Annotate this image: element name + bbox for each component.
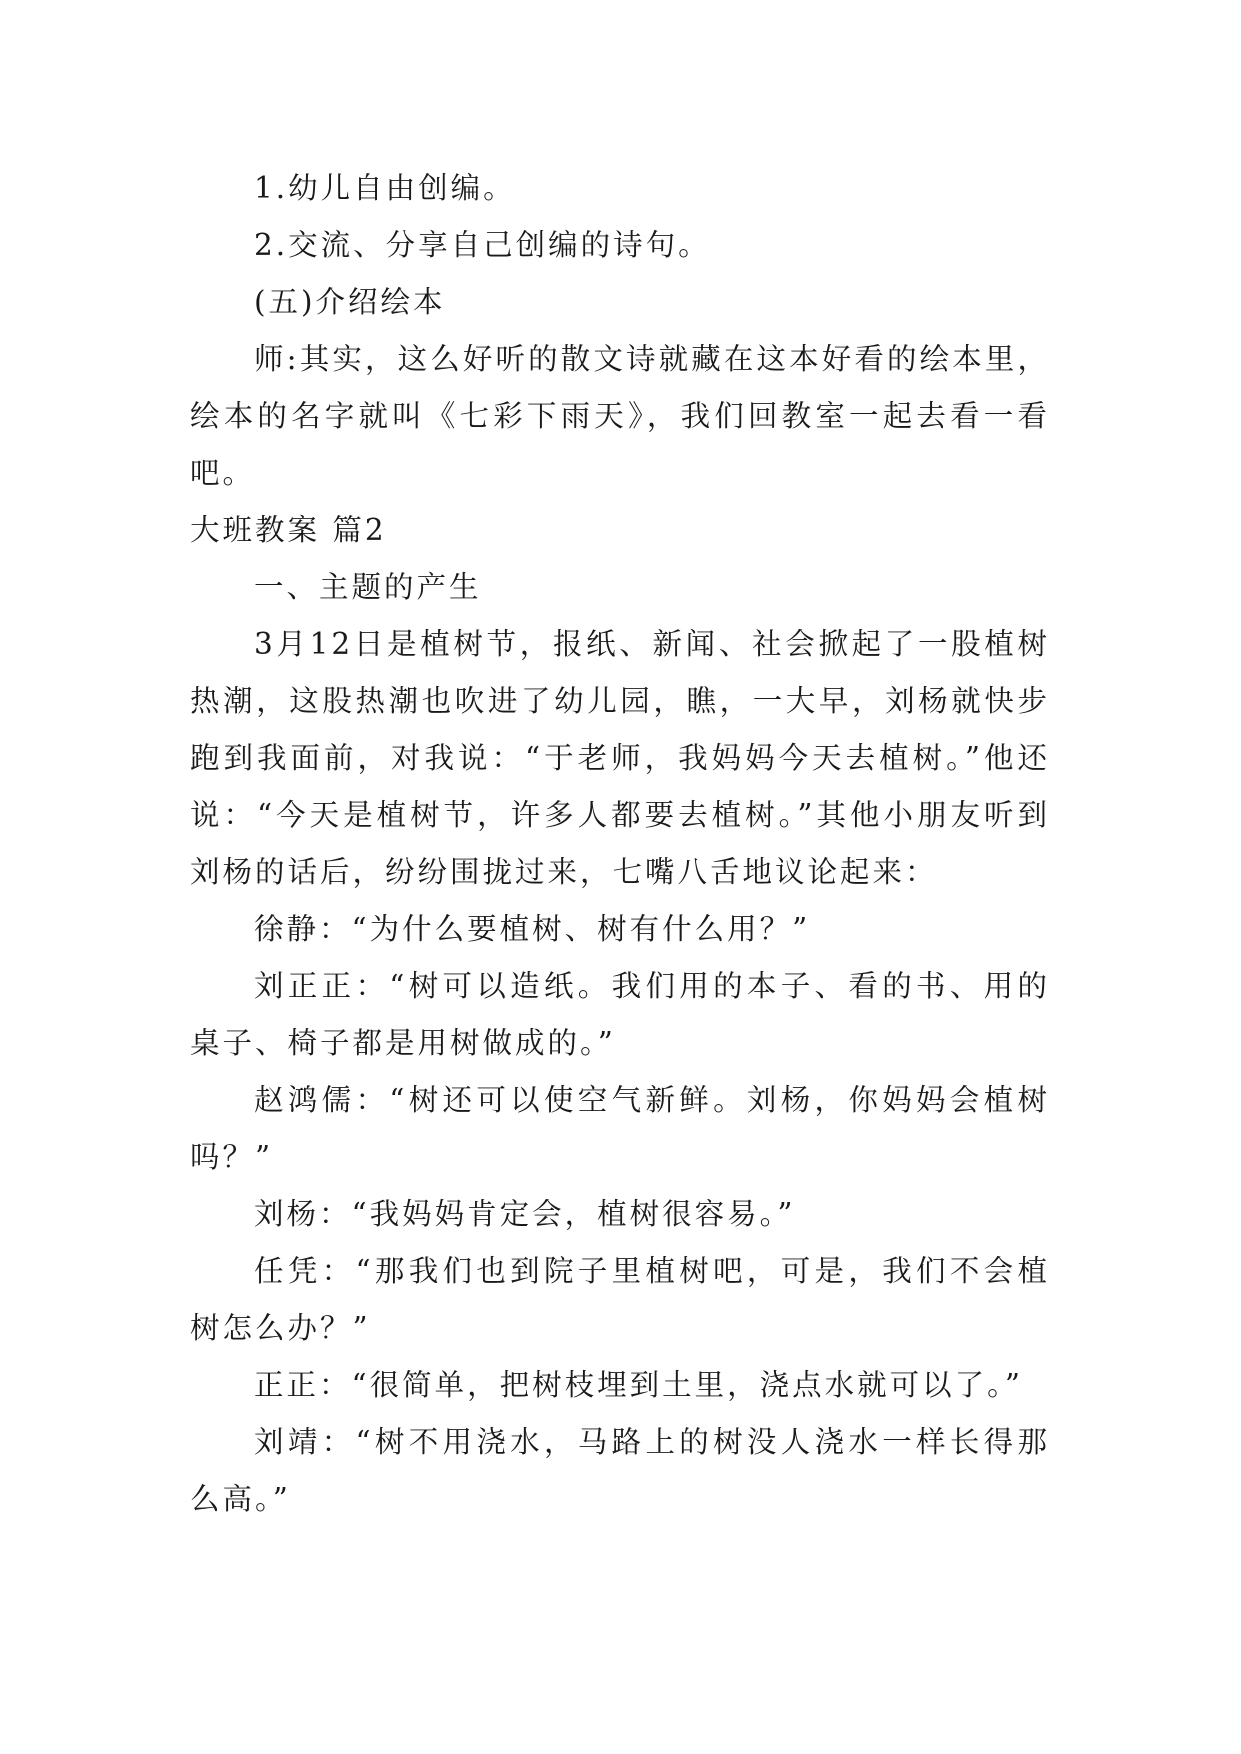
paragraph-item: 2.交流、分享自己创编的诗句。 <box>254 228 711 262</box>
document-body <box>190 160 1050 1528</box>
dialogue-line: 刘靖：“树不用浇水，马路上的树没人浇水一样长得那么高。” <box>190 1425 1050 1516</box>
dialogue-line: 正正：“很简单，把树枝埋到土里，浇点水就可以了。” <box>254 1368 1023 1402</box>
paragraph-item: 1.幼儿自由创编。 <box>254 171 516 205</box>
section-heading: (五)介绍绘本 <box>254 285 446 319</box>
dialogue-line: 任凭：“那我们也到院子里植树吧，可是，我们不会植树怎么办？” <box>190 1254 1050 1345</box>
section-title: 大班教案 篇2 <box>190 513 387 547</box>
dialogue-line: 徐静：“为什么要植树、树有什么用？” <box>254 912 811 946</box>
paragraph-item: 师:其实，这么好听的散文诗就藏在这本好看的绘本里，绘本的名字就叫《七彩下雨天》，我们回教室一起去看一看吧。 <box>190 342 1050 490</box>
dialogue-line: 刘正正：“树可以造纸。我们用的本子、看的书、用的桌子、椅子都是用树做成的。” <box>190 969 1050 1060</box>
dialogue-line: 刘杨：“我妈妈肯定会，植树很容易。” <box>254 1197 796 1231</box>
section-heading: 一、主题的产生 <box>254 570 482 604</box>
paragraph-item: 3月12日是植树节，报纸、新闻、社会掀起了一股植树热潮，这股热潮也吹进了幼儿园，瞧，一大早，刘杨就快步跑到我面前，对我说：“于老师，我妈妈今天去植树。”他还说：“今天是植树节，许多人都要去植树。”其他小朋友听到刘杨的话后，纷纷围拢过来，七嘴八舌地议论起来： <box>190 627 1050 889</box>
dialogue-line: 赵鸿儒：“树还可以使空气新鲜。刘杨，你妈妈会植树吗？” <box>190 1083 1050 1174</box>
